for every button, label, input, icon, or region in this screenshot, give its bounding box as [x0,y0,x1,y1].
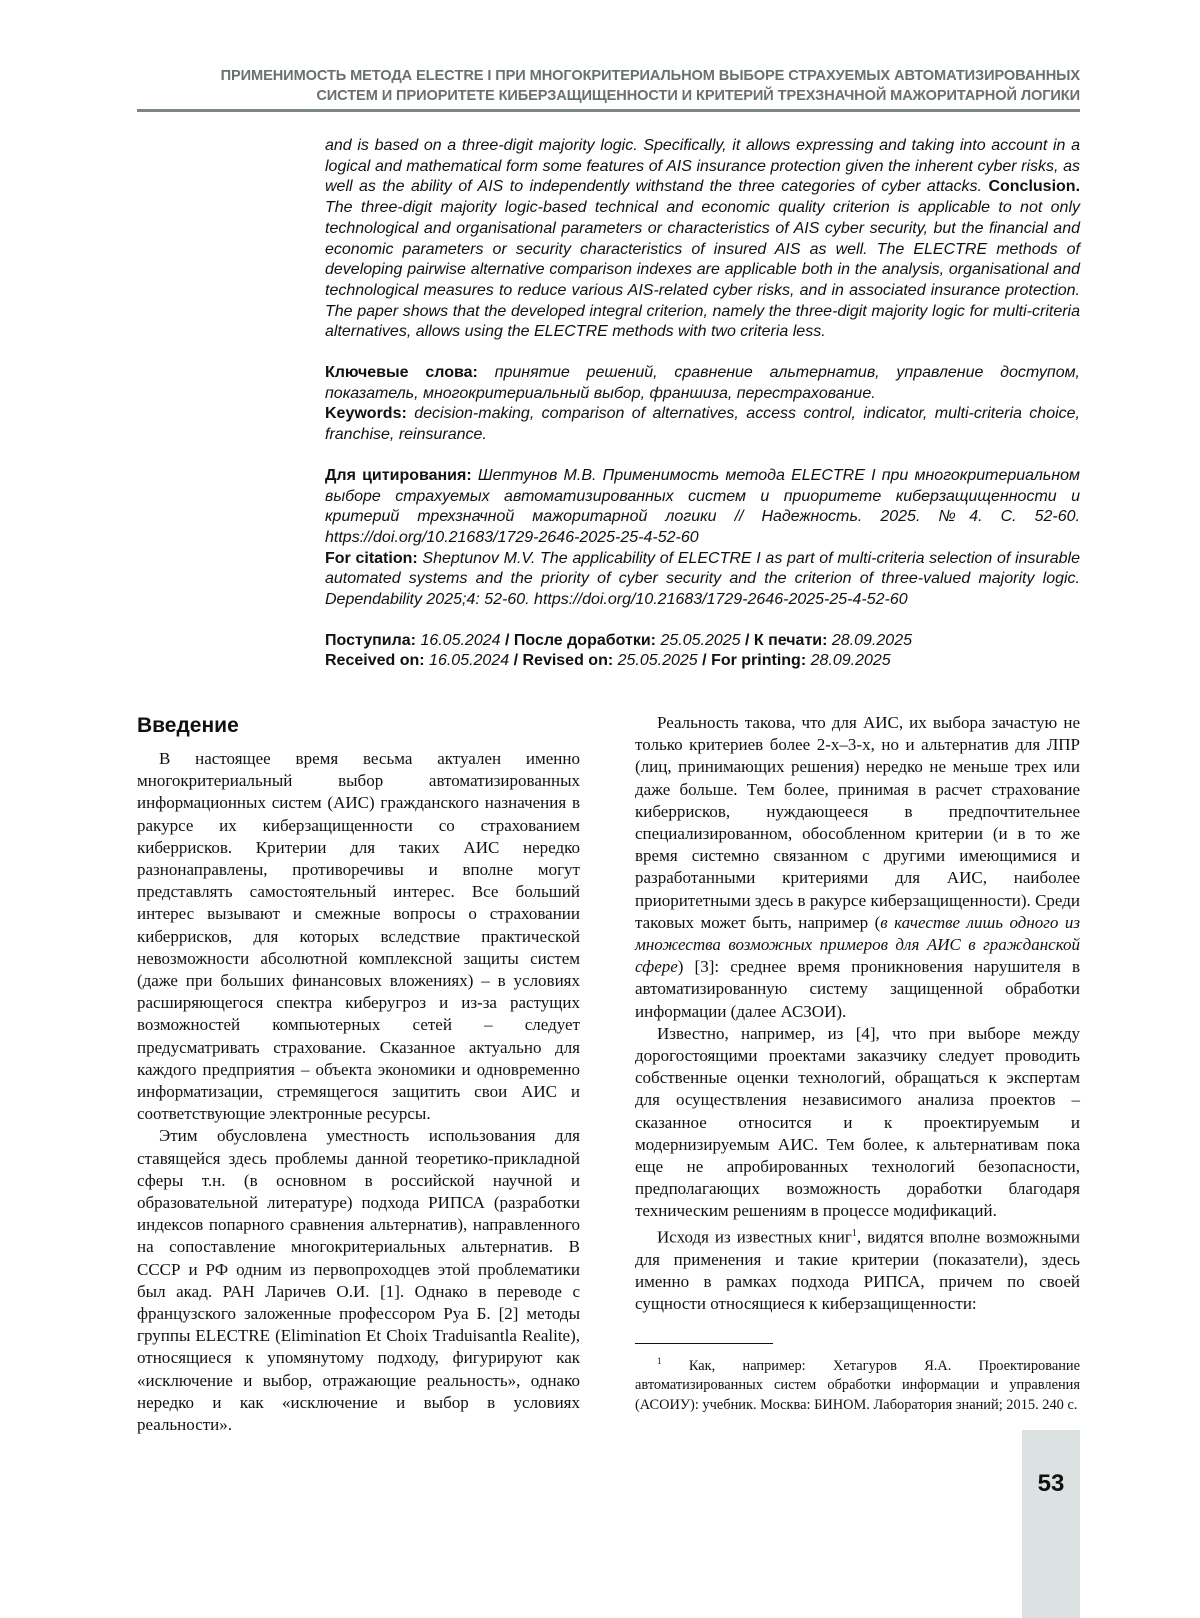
section-heading: Введение [137,712,580,740]
paragraph: В настоящее время весьма актуален именно многокритериальный выбор автоматизированных информационных систем (АИС) гражданского назначения в ракурсе их киберзащищенности со страхованием киберрисков. Критерии для таких АИС нередко разнонаправлены, противоречивы и вполне могут представлять самостоятельный интерес. Все больший интерес вызывают и смежные вопросы о страховании киберрисков, для которых вследствие практической невозможности абсолютной комплексной защиты систем (даже при больших финансовых вложениях) – в условиях расширяющегося спектра киберугроз и из-за растущих возможностей компьютерных сетей – следует предусматривать страхование. Сказанное актуально для каждого предприятия – объекта экономики и одновременно информатизации, стремящегося защитить свои АИС и соответствующие электронные ресурсы. [137,748,580,1125]
footnote-ref: 1 [852,1228,857,1239]
print-en-label: For printing: [711,652,806,669]
italic-text: в качестве лишь одного из множества возможных примеров для АИС в гражданской сфере [635,913,1080,976]
sep: / [514,652,518,669]
page [0,0,1200,1618]
paragraph: Этим обусловлена уместность использования для ставящейся здесь проблемы данной теоретико-прикладной сферы т.н. (в основном в российской научной и образовательной литературе) подхода РИПСА (разработки индексов попарного сравнения альтернатив), направленного на сопоставление многокритериальных альтернатив. В СССР и РФ одним из первопроходцев этой проблематики был акад. РАН Ларичев О.И. [1]. Однако в переводе с французского заложенные профессором Руа Б. [2] методы группы ELECTRE (Elimination Et Choix Traduisantla Realite), относящиеся к упомянутому подходу, фигурируют как «исключение и выбор, отражающие реальность», однако нередко и как «исключение и выбор в условиях реальности». [137,1125,580,1436]
paragraph [635,1223,1080,1315]
abstract [325,136,1080,343]
citation-ru-label: Для цитирования: [325,467,472,484]
header-line-2: СИСТЕМ И ПРИОРИТЕТЕ КИБЕРЗАЩИЩЕННОСТИ И КРИТЕРИЙ ТРЕХЗНАЧНОЙ МАЖОРИТАРНОЙ ЛОГИКИ [135,86,1080,106]
right-column [635,712,1080,1415]
revised-ru: 25.05.2025 [660,632,740,649]
abstract-text: and is based on a three-digit majority logic. Specifically, it allows expressing and taking into account in a logical and mathematical form some features of AIS insurance protection given the inherent cyber risks, as well as the ability of AIS to independently withstand the three categories of cyber attacks. [325,137,1080,195]
footnote [635,1352,1080,1415]
citation [325,466,1080,611]
received-en: 16.05.2024 [429,652,509,669]
text: Исходя из известных книг [657,1227,852,1246]
sep: / [702,652,706,669]
header-line-1: ПРИМЕНИМОСТЬ МЕТОДА ELECTRE I ПРИ МНОГОКРИТЕРИАЛЬНОМ ВЫБОРЕ СТРАХУЕМЫХ АВТОМАТИЗИРОВАННЫХ [135,66,1080,86]
revised-en: 25.05.2025 [618,652,698,669]
revised-ru-label: После доработки: [514,632,656,649]
keywords-en-label: Keywords: [325,405,407,422]
left-column [137,712,580,1436]
text: , видятся вполне возможными для применения и такие критерии (показатели), здесь именно в рамках подхода РИПСА, причем по своей сущности относящиеся к киберзащищенности: [635,1227,1080,1313]
print-en: 28.09.2025 [811,652,891,669]
footnote-rule [635,1343,773,1344]
page-number: 53 [1022,1470,1080,1498]
text: ) [3]: среднее время проникновения нарушителя в автоматизированную систему защищенной обработки информации (далее АСЗОИ). [635,957,1080,1020]
keywords-en: decision-making, comparison of alternatives, access control, indicator, multi-criteria choice, franchise, reinsurance. [325,405,1080,443]
citation-en: Sheptunov M.V. The applicability of ELECTRE I as part of multi-criteria selection of insurable automated systems and the priority of cyber security and the criterion of three-valued majority logic. Dependability 2025;4: 52-60. https://doi.org/10.21683/1729-2646-2025-25-4-52-60 [325,550,1080,608]
sep: / [745,632,749,649]
sep: / [505,632,509,649]
dates [325,631,1080,672]
received-ru-label: Поступила: [325,632,416,649]
keywords-ru: принятие решений, сравнение альтернатив, управление доступом, показатель, многокритериальный выбор, франшиза, перестрахование. [325,364,1080,402]
keywords [325,363,1080,446]
footnote-mark: 1 [657,1356,662,1366]
citation-en-label: For citation: [325,550,418,567]
received-ru: 16.05.2024 [420,632,500,649]
revised-en-label: Revised on: [522,652,613,669]
paragraph: Известно, например, из [4], что при выборе между дорогостоящими проектами заказчику следует проводить собственные оценки технологий, обращаться к экспертам для осуществления независимого анализа проектов – сказанное относится и к проектируемым и модернизируемым АИС. Тем более, к альтернативам пока еще не апробированных технологий безопасности, предполагающих возможность доработки благодаря техническим решениям в процессе модификаций. [635,1023,1080,1223]
abstract-block [325,136,1080,692]
conclusion-text: The three-digit majority logic-based technical and economic quality criterion is applicable to not only technological and organisational parameters or characteristics of AIS cyber security, but the financial and economic parameters or security characteristics of insured AIS as well. The ELECTRE methods of developing pairwise alternative comparison indexes are applicable both in the analysis, organisational and technological measures to reduce various AIS-related cyber risks, and in associated insurance protection. The paper shows that the developed integral criterion, namely the three-digit majority logic for multi-criteria alternatives, allows using the ELECTRE methods with two criteria less. [325,199,1080,340]
keywords-ru-label: Ключевые слова: [325,364,478,381]
text: Реальность такова, что для АИС, их выбора зачастую не только критериев более 2-х–3-х, но и альтернатив для ЛПР (лиц, принимающих решения) нередко не меньше трех или даже больше. Тем более, принимая в расчет страхование киберрисков, нуждающееся в предпочтительнее специализированном, обособленном критерии (и в то же время системно связанном с другими имеющимися и разработанными критериями для АИС, наиболее приоритетными здесь в ракурсе киберзащищенности). Среди таковых может быть, например ( [635,713,1080,932]
received-en-label: Received on: [325,652,425,669]
citation-ru: Шептунов М.В. Применимость метода ELECTRE I при многокритериальном выборе страхуемых автоматизированных систем и приоритете киберзащищенности и критерий трехзначной мажоритарной логики // Надежность. 2025. №4. С. 52-60. https://doi.org/10.21683/1729-2646-2025-25-4-52-60 [325,467,1080,546]
print-ru: 28.09.2025 [832,632,912,649]
page-number-box [1022,1430,1080,1618]
header-rule [137,109,1080,112]
footnote-text: Как, например: Хетагуров Я.А. Проектирование автоматизированных систем обработки информации и управления (АСОИУ): учебник. Москва: БИНОМ. Лаборатория знаний; 2015. 240 с. [635,1358,1080,1413]
running-header [135,66,1080,106]
print-ru-label: К печати: [754,632,828,649]
paragraph [635,712,1080,1023]
conclusion-label: Conclusion. [988,178,1080,195]
